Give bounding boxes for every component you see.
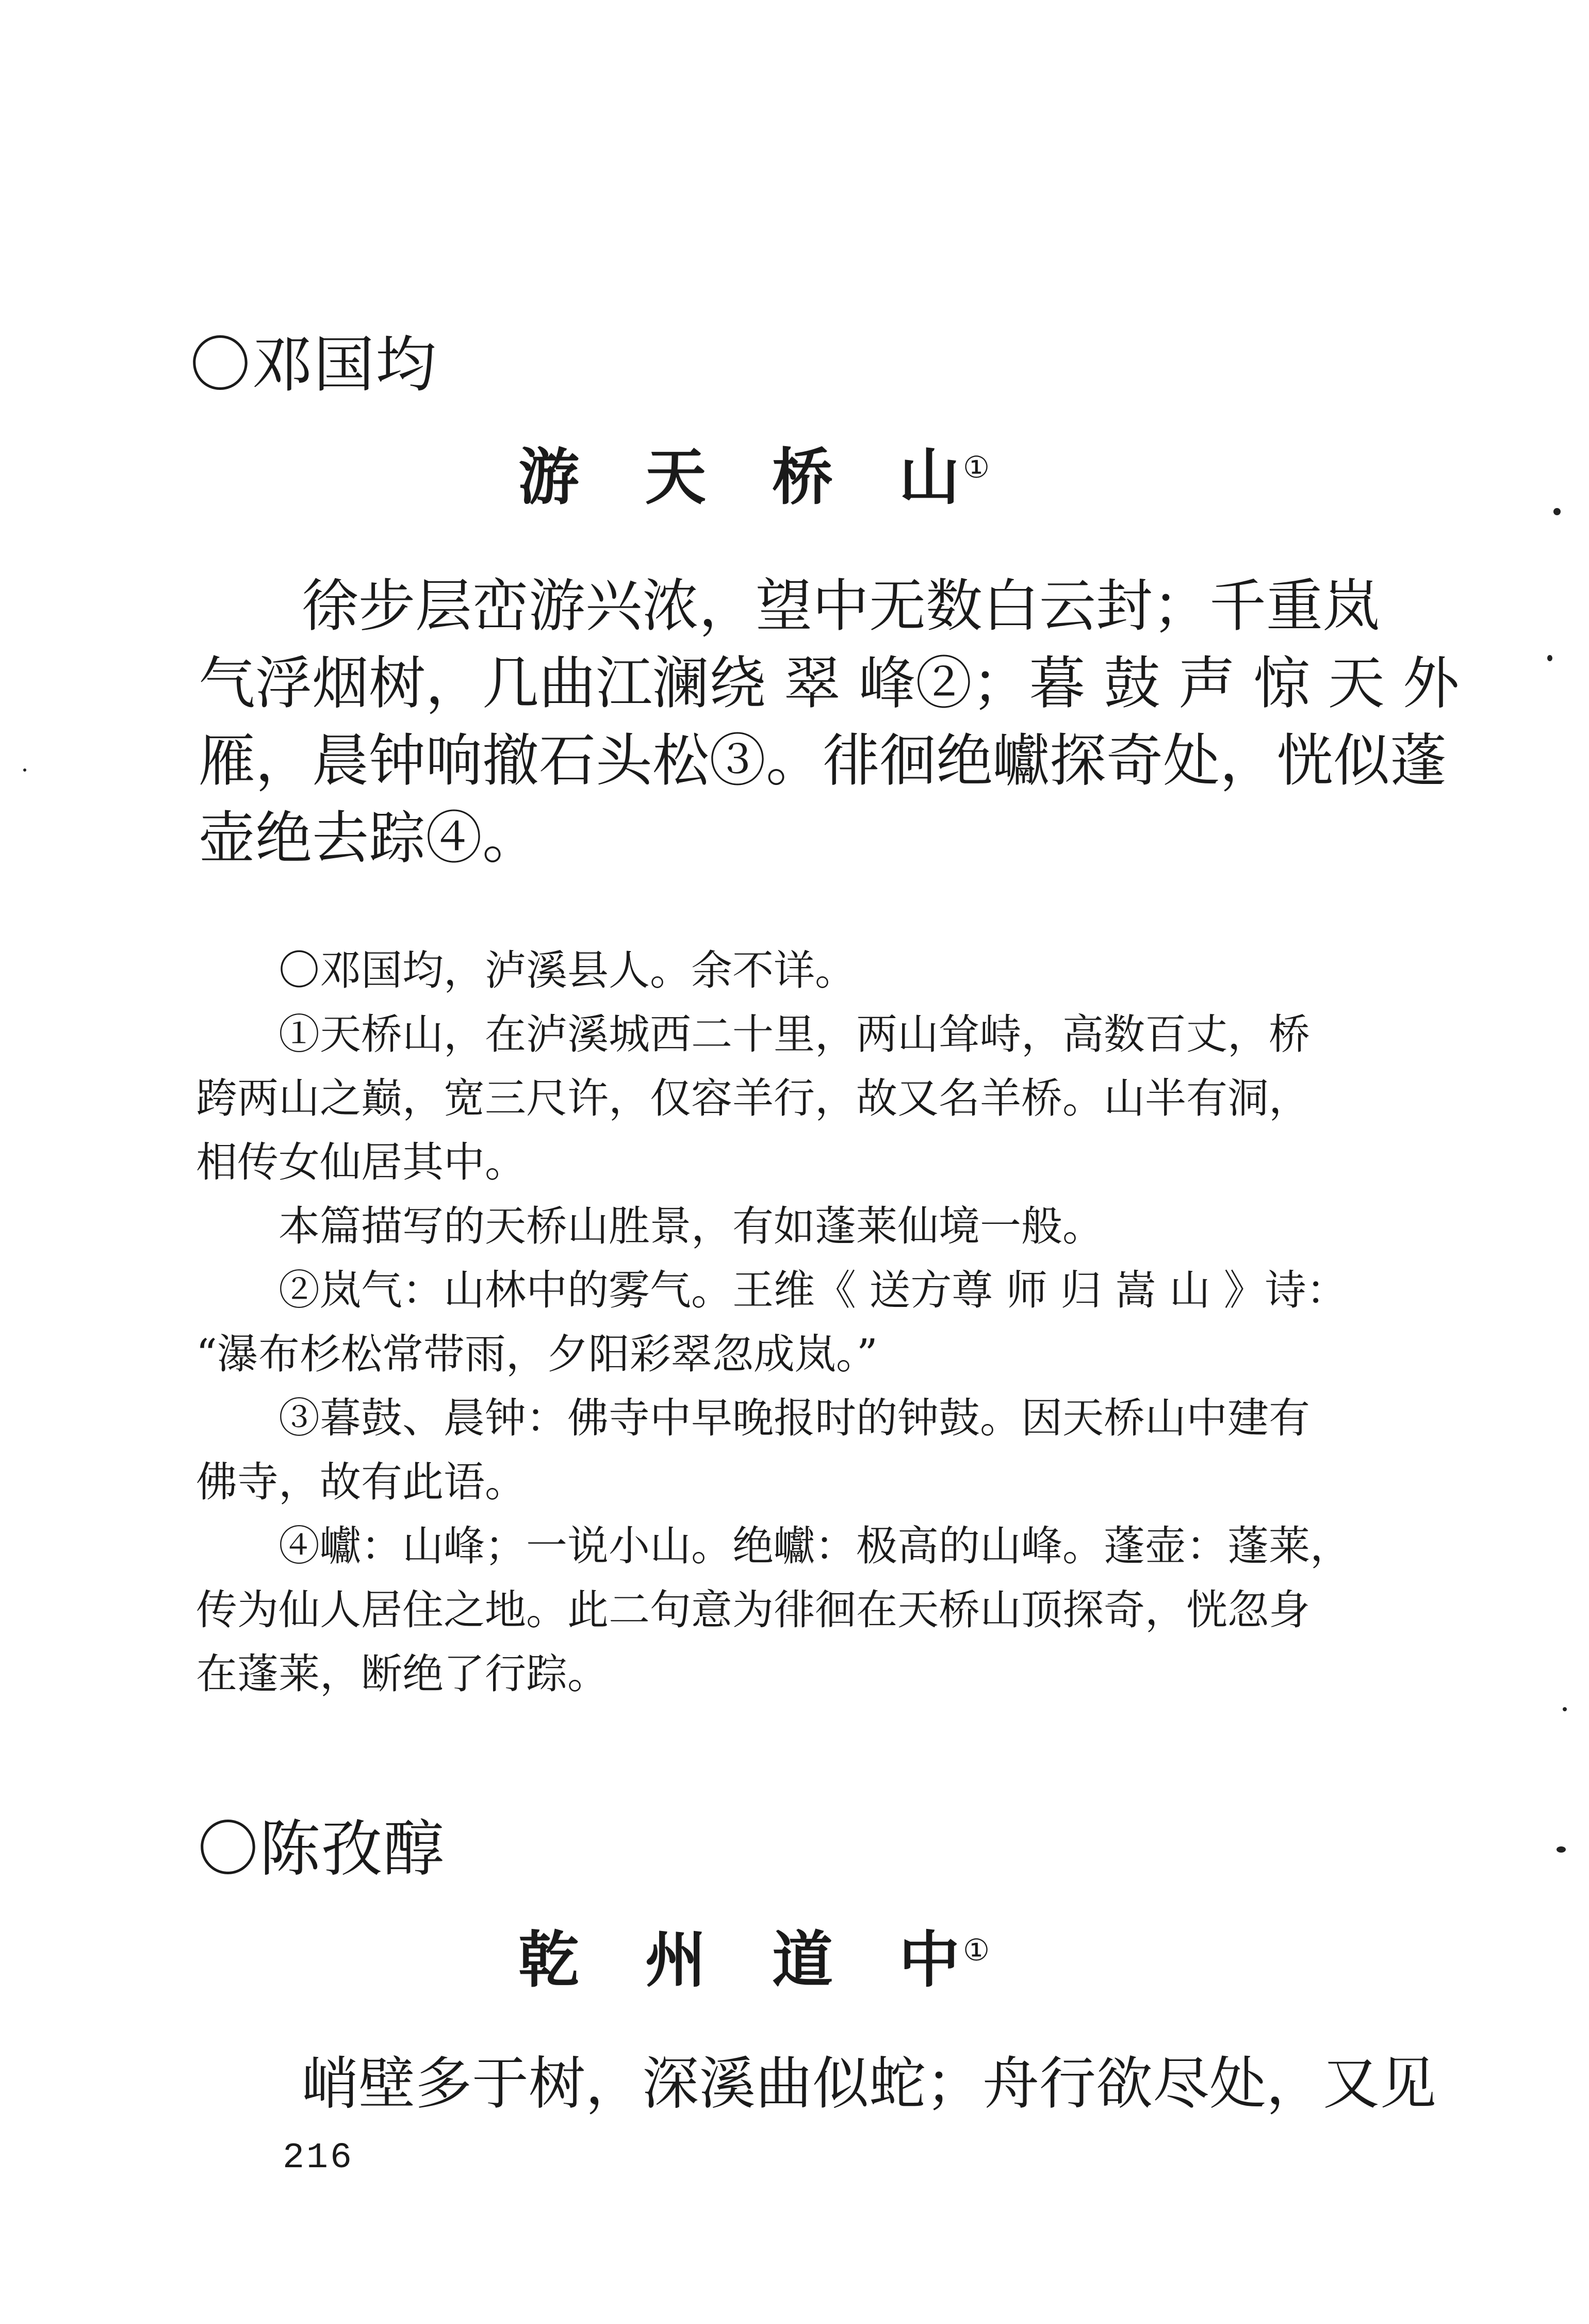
- note-line: 〇邓国均，泸溪县人。余不详。: [279, 946, 856, 994]
- footnote-mark: ①: [963, 1932, 990, 1968]
- note-line: ④巘：山峰；一说小山。绝巘：极高的山峰。蓬壶：蓬莱，: [279, 1522, 1351, 1570]
- note-line: 传为仙人居住之地。此二句意为徘徊在天桥山顶探奇，恍忽身: [196, 1586, 1310, 1634]
- footnote-mark: ①: [963, 449, 990, 485]
- poem-body: [199, 2045, 1436, 2122]
- note-line: 跨两山之巅，宽三尺许，仅容羊行，故又名羊桥。山半有洞，: [196, 1074, 1310, 1122]
- title-char: 乾: [518, 1924, 580, 1995]
- note-line: 相传女仙居其中。: [196, 1138, 526, 1186]
- title-char: 州: [645, 1924, 707, 1995]
- note-line: 本篇描写的天桥山胜景，有如蓬莱仙境一般。: [279, 1202, 1104, 1250]
- scan-speck: [1563, 1707, 1567, 1711]
- scan-speck: [1557, 1846, 1566, 1853]
- poem-line: 壶绝去踪④。: [199, 805, 539, 871]
- title-char: 天: [645, 441, 707, 513]
- note-line: ②岚气：山林中的雾气。王维《 送方尊 师 归 嵩 山 》诗：: [279, 1266, 1348, 1314]
- page-number: 216: [283, 2138, 354, 2179]
- scan-speck: [23, 768, 26, 772]
- note-line: 在蓬莱，断绝了行踪。: [196, 1650, 609, 1698]
- title-char: 道: [772, 1924, 833, 1995]
- note-line: ①天桥山，在泸溪城西二十里，两山耸峙，高数百丈，桥: [279, 1010, 1310, 1058]
- poem-line: 雁，晨钟响撤石头松③。徘徊绝巘探奇处，恍似蓬: [199, 728, 1447, 794]
- note-line: 佛寺，故有此语。: [196, 1458, 526, 1506]
- author-name: 〇邓国均: [190, 329, 438, 400]
- poem-body: [199, 567, 1460, 877]
- scan-speck: [1553, 508, 1561, 515]
- note-line: “瀑布杉松常带雨，夕阳彩翠忽成岚。”: [196, 1330, 878, 1378]
- scan-speck: [1547, 655, 1552, 661]
- title-char: 游: [518, 441, 580, 513]
- title-char: 山: [899, 441, 960, 513]
- poem-title: [518, 428, 990, 516]
- poem-line: 峭壁多于树，深溪曲似蛇；舟行欲尽处，又见: [302, 2051, 1436, 2117]
- annotations: [196, 939, 1351, 1706]
- title-char: 中: [899, 1924, 960, 1995]
- poem-title: [518, 1911, 990, 1999]
- note-line: ③暮鼓、晨钟：佛寺中早晚报时的钟鼓。因天桥山中建有: [279, 1394, 1310, 1442]
- poem-line: 气浮烟树，几曲江澜绕 翠 峰②；暮 鼓 声 惊 天 外: [199, 650, 1460, 716]
- title-char: 桥: [772, 441, 833, 513]
- author-name: 〇陈孜醇: [198, 1813, 446, 1885]
- poem-line: 徐步层峦游兴浓，望中无数白云封；千重岚: [302, 573, 1380, 639]
